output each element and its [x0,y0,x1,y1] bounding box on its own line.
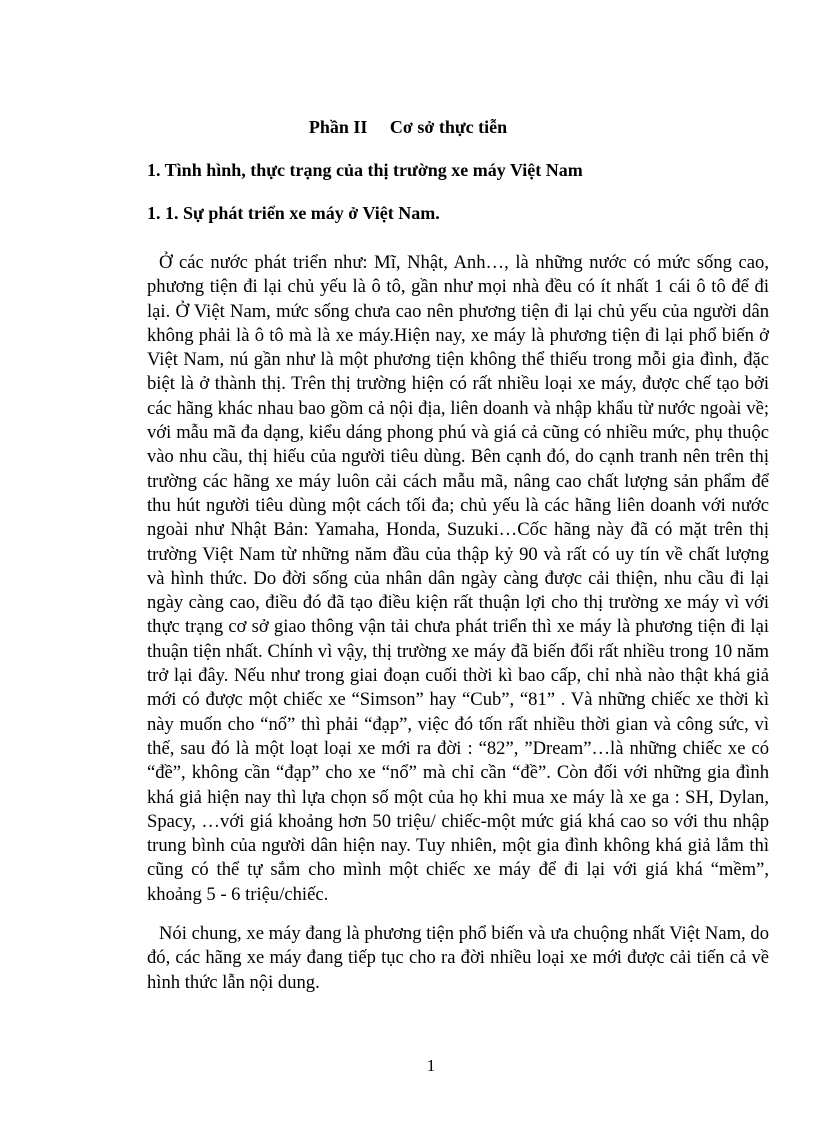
section-heading: 1. Tình hình, thực trạng của thị trường xe máy Việt Nam [147,160,583,180]
body-paragraph: Nói chung, xe máy đang là phương tiện phổ biến và ưa chuộng nhất Việt Nam, do đó, các hãng xe máy đang tiếp tục cho ra đời nhiều loại xe mới được cải tiến cả về hình thức lẫn nội dung. [147,923,769,993]
subsection-heading: 1. 1. Sự phát triển xe máy ở Việt Nam. [147,203,440,223]
page-number: 1 [426,1056,436,1075]
part-heading: Phần II Cơ sở thực tiễn [308,117,508,137]
body-paragraph: Ở các nước phát triển như: Mĩ, Nhật, Anh…, là những nước có mức sống cao, phương tiện đi lại chủ yếu là ô tô, gần như mọi nhà đều có ít nhất 1 cái ô tô để đi lại. Ở Việt Nam, mức sống chưa cao nên phương tiện đi lại chủ yếu của người dân không phải là ô tô mà là xe máy.Hiện nay, xe máy là phương tiện đi lại phổ biến ở Việt Nam, nú gần như là một phương tiện không thể thiếu trong mỗi gia đình, đặc biệt là ở thành thị. Trên thị trường hiện có rất nhiều loại xe máy, được chế tạo bởi các hãng khác nhau bao gồm cả nội địa, liên doanh và nhập khẩu từ nước ngoài về; với mẫu mã đa dạng, kiểu dáng phong phú và giá cả cũng có nhiều mức, phụ thuộc vào nhu cầu, thị hiếu của người tiêu dùng. Bên cạnh đó, do cạnh tranh nên trên thị trường các hãng xe máy luôn cải cách mẫu mã, nâng cao chất lượng sản phẩm để thu hút người tiêu dùng một cách tối đa; chủ yếu là các hãng liên doanh với nước ngoài như Nhật Bản: Yamaha, Honda, Suzuki…Cốc hãng này đã có mặt trên thị trường Việt Nam từ những năm đầu của thập kỷ 90 và rất có uy tín về chất lượng và hình thức. Do đời sống của nhân dân ngày càng được cải thiện, nhu cầu đi lại ngày càng cao, điều đó đã tạo điều kiện rất thuận lợi cho thị trường xe máy vì với thực trạng cơ sở giao thông vận tải chưa phát triển thì xe máy là phương tiện đi lại thuận tiện nhất. Chính vì vậy, thị trường xe máy đã biến đổi rất nhiều trong 10 năm trở lại đây. Nếu như trong giai đoạn cuối thời kì bao cấp, chỉ nhà nào thật khá giả mới có được một chiếc xe “Simson” hay “Cub”, “81” . Và những chiếc xe thời kì này muốn cho “nổ” thì phải “đạp”, việc đó tốn rất nhiều thời gian và công sức, vì thế, sau đó là một loạt loại xe mới ra đời : “82”, ”Dream”…là những chiếc xe có “đề”, không cần “đạp” cho xe “nổ” mà chỉ cần “đề”. Còn đối với những gia đình khá giả hiện nay thì lựa chọn số một của họ khi mua xe máy là xe ga : SH, Dylan, Spacy, …với giá khoảng hơn 50 triệu/ chiếc-một mức giá khá cao so với thu nhập trung bình của người dân hiện nay. Tuy nhiên, một gia đình không khá giả lắm thì cũng có thể tự sắm cho mình một chiếc xe máy để đi lại với giá khá “mềm”, khoảng 5 - 6 triệu/chiếc. [147,252,769,905]
